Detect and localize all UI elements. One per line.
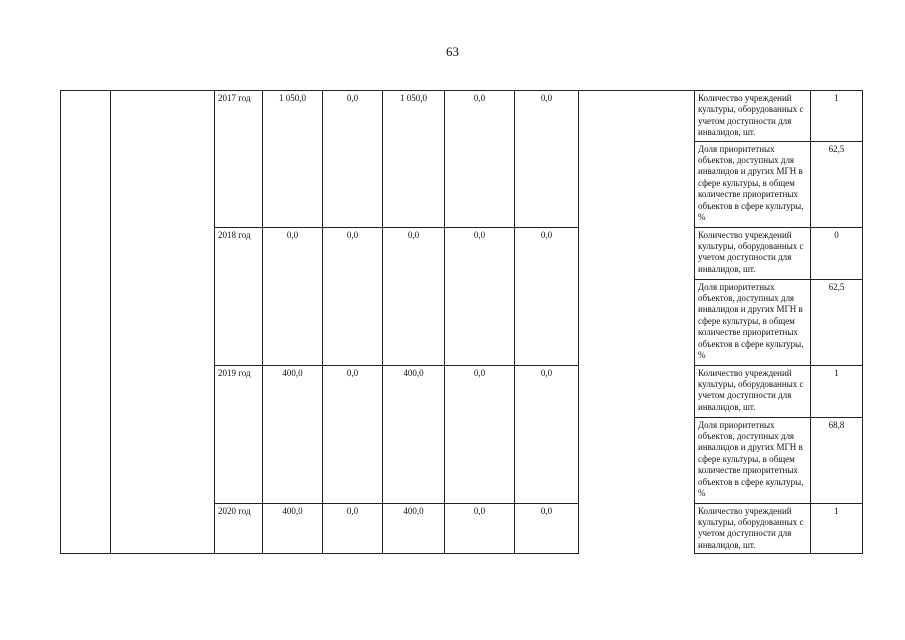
value-cell: 0,0 [445,227,515,365]
value-cell: 0,0 [323,503,383,554]
value-cell: 0,0 [515,227,579,365]
value-cell: 400,0 [263,503,323,554]
indicator-value: 62,5 [811,141,863,227]
value-cell: 0,0 [445,91,515,228]
indicator-value: 62,5 [811,279,863,365]
value-cell: 0,0 [445,365,515,503]
empty-cell-executor [579,91,695,554]
value-cell: 0,0 [323,365,383,503]
indicator-value: 1 [811,91,863,142]
value-cell: 400,0 [383,365,445,503]
indicator-text: Количество учреждений культуры, оборудованных с учетом доступности для инвалидов, шт. [695,503,811,554]
value-cell: 0,0 [263,227,323,365]
empty-cell-left [61,91,111,554]
value-cell: 0,0 [323,227,383,365]
value-cell: 0,0 [515,91,579,228]
indicator-text: Количество учреждений культуры, оборудованных с учетом доступности для инвалидов, шт. [695,91,811,142]
year-cell: 2019 год [215,365,263,503]
year-cell: 2020 год [215,503,263,554]
value-cell: 400,0 [383,503,445,554]
empty-cell-left-2 [111,91,215,554]
indicator-text: Доля приоритетных объектов, доступных для инвалидов и других МГН в сфере культуры, в общем количестве приоритетных объектов в сфере культуры, % [695,141,811,227]
table-row [61,91,863,142]
value-cell: 0,0 [323,91,383,228]
program-table [60,90,863,554]
indicator-value: 1 [811,365,863,417]
indicator-value: 68,8 [811,417,863,503]
value-cell: 0,0 [515,365,579,503]
value-cell: 0,0 [383,227,445,365]
indicator-value: 1 [811,503,863,554]
value-cell: 1 050,0 [383,91,445,228]
year-cell: 2018 год [215,227,263,365]
value-cell: 400,0 [263,365,323,503]
indicator-text: Доля приоритетных объектов, доступных для инвалидов и других МГН в сфере культуры, в общем количестве приоритетных объектов в сфере культуры, % [695,417,811,503]
year-cell: 2017 год [215,91,263,228]
indicator-text: Количество учреждений культуры, оборудованных с учетом доступности для инвалидов, шт. [695,227,811,279]
value-cell: 1 050,0 [263,91,323,228]
value-cell: 0,0 [445,503,515,554]
page-number: 63 [446,44,459,59]
indicator-text: Количество учреждений культуры, оборудованных с учетом доступности для инвалидов, шт. [695,365,811,417]
indicator-value: 0 [811,227,863,279]
value-cell: 0,0 [515,503,579,554]
indicator-text: Доля приоритетных объектов, доступных для инвалидов и других МГН в сфере культуры, в общем количестве приоритетных объектов в сфере культуры, % [695,279,811,365]
